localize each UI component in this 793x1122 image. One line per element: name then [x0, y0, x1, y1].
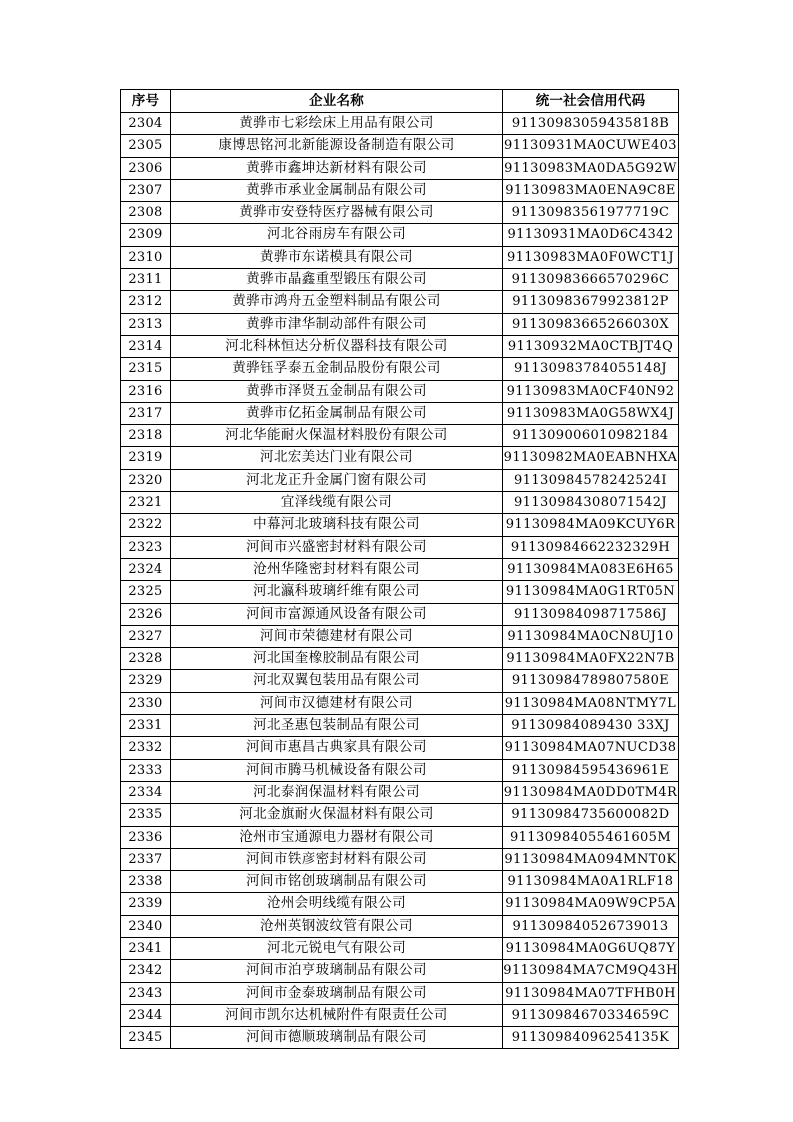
cell-credit-code: 91130931MA0CUWE403 — [503, 135, 679, 157]
cell-credit-code: 91130984578242524I — [503, 469, 679, 491]
cell-sequence: 2331 — [121, 715, 171, 737]
cell-credit-code: 91130983MA0CF40N92 — [503, 380, 679, 402]
cell-company-name: 河间市铭创玻璃制品有限公司 — [171, 871, 503, 893]
cell-credit-code: 91130984MA0G6UQ87Y — [503, 937, 679, 959]
cell-company-name: 沧州会明线缆有限公司 — [171, 893, 503, 915]
cell-company-name: 河北双翼包装用品有限公司 — [171, 670, 503, 692]
cell-company-name: 河北科林恒达分析仪器科技有限公司 — [171, 335, 503, 357]
cell-company-name: 黄骅市鑫坤达新材料有限公司 — [171, 157, 503, 179]
cell-sequence: 2326 — [121, 603, 171, 625]
cell-company-name: 河北宏美达门业有限公司 — [171, 447, 503, 469]
cell-sequence: 2306 — [121, 157, 171, 179]
cell-credit-code: 91130984MA094MNT0K — [503, 848, 679, 870]
cell-company-name: 河间市汉德建材有限公司 — [171, 692, 503, 714]
cell-credit-code: 91130984MA09W9CP5A — [503, 893, 679, 915]
cell-sequence: 2315 — [121, 358, 171, 380]
cell-credit-code: 91130984595436961E — [503, 759, 679, 781]
cell-company-name: 康博思铭河北新能源设备制造有限公司 — [171, 135, 503, 157]
table-row — [121, 492, 679, 514]
cell-sequence: 2310 — [121, 246, 171, 268]
table-row — [121, 937, 679, 959]
table-header-row — [121, 90, 679, 113]
table-row — [121, 135, 679, 157]
table-row — [121, 179, 679, 201]
table-row — [121, 113, 679, 135]
table-row — [121, 581, 679, 603]
table-row — [121, 625, 679, 647]
cell-credit-code: 91130984789807580E — [503, 670, 679, 692]
cell-credit-code: 91130983561977719C — [503, 202, 679, 224]
cell-credit-code: 91130984MA09KCUY6R — [503, 514, 679, 536]
cell-sequence: 2316 — [121, 380, 171, 402]
cell-sequence: 2318 — [121, 425, 171, 447]
table-body — [121, 113, 679, 1049]
cell-company-name: 河北国奎橡胶制品有限公司 — [171, 648, 503, 670]
cell-credit-code: 91130984308071542J — [503, 492, 679, 514]
cell-sequence: 2339 — [121, 893, 171, 915]
cell-credit-code: 91130984662232329H — [503, 536, 679, 558]
cell-credit-code: 91130984670334659C — [503, 1004, 679, 1026]
cell-company-name: 河北龙正升金属门窗有限公司 — [171, 469, 503, 491]
cell-sequence: 2321 — [121, 492, 171, 514]
column-header-company-name: 企业名称 — [171, 90, 503, 113]
cell-sequence: 2304 — [121, 113, 171, 135]
cell-sequence: 2320 — [121, 469, 171, 491]
table-row — [121, 603, 679, 625]
cell-company-name: 河北瀛科玻璃纤维有限公司 — [171, 581, 503, 603]
cell-credit-code: 91130984MA07TFHB0H — [503, 982, 679, 1004]
table-row — [121, 358, 679, 380]
table-row — [121, 447, 679, 469]
cell-credit-code: 91130983784055148J — [503, 358, 679, 380]
cell-company-name: 黄骅市鸿舟五金塑料制品有限公司 — [171, 291, 503, 313]
cell-sequence: 2325 — [121, 581, 171, 603]
table-row — [121, 157, 679, 179]
cell-credit-code: 91130984098717586J — [503, 603, 679, 625]
table-row — [121, 759, 679, 781]
table-row — [121, 670, 679, 692]
cell-credit-code: 911309006010982184 — [503, 425, 679, 447]
table-row — [121, 514, 679, 536]
cell-sequence: 2319 — [121, 447, 171, 469]
cell-credit-code: 91130982MA0EABNHXA — [503, 447, 679, 469]
column-header-sequence: 序号 — [121, 90, 171, 113]
cell-sequence: 2341 — [121, 937, 171, 959]
table-row — [121, 826, 679, 848]
cell-company-name: 河北圣惠包装制品有限公司 — [171, 715, 503, 737]
cell-sequence: 2308 — [121, 202, 171, 224]
cell-company-name: 河间市腾马机械设备有限公司 — [171, 759, 503, 781]
table-row — [121, 915, 679, 937]
cell-company-name: 沧州英钢波纹管有限公司 — [171, 915, 503, 937]
table-row — [121, 202, 679, 224]
table-row — [121, 558, 679, 580]
cell-sequence: 2345 — [121, 1027, 171, 1049]
cell-sequence: 2337 — [121, 848, 171, 870]
cell-credit-code: 91130984055461605M — [503, 826, 679, 848]
cell-credit-code: 91130983MA0G58WX4J — [503, 402, 679, 424]
cell-company-name: 黄骅市承业金属制品有限公司 — [171, 179, 503, 201]
cell-sequence: 2312 — [121, 291, 171, 313]
cell-sequence: 2324 — [121, 558, 171, 580]
company-registry-table-wrap — [120, 89, 678, 1049]
cell-sequence: 2335 — [121, 804, 171, 826]
cell-company-name: 黄骅市津华制动部件有限公司 — [171, 313, 503, 335]
table-row — [121, 313, 679, 335]
cell-company-name: 黄骅钰孚泰五金制品股份有限公司 — [171, 358, 503, 380]
cell-credit-code: 91130983665266030X — [503, 313, 679, 335]
table-row — [121, 804, 679, 826]
cell-credit-code: 91130984MA0G1RT05N — [503, 581, 679, 603]
table-row — [121, 982, 679, 1004]
cell-credit-code: 91130983MA0ENA9C8E — [503, 179, 679, 201]
table-row — [121, 402, 679, 424]
cell-sequence: 2311 — [121, 269, 171, 291]
table-row — [121, 715, 679, 737]
cell-sequence: 2338 — [121, 871, 171, 893]
cell-sequence: 2342 — [121, 960, 171, 982]
cell-sequence: 2314 — [121, 335, 171, 357]
cell-company-name: 河北元锐电气有限公司 — [171, 937, 503, 959]
table-row — [121, 648, 679, 670]
cell-sequence: 2317 — [121, 402, 171, 424]
cell-company-name: 河北泰润保温材料有限公司 — [171, 781, 503, 803]
table-row — [121, 1027, 679, 1049]
cell-company-name: 黄骅市晶鑫重型锻压有限公司 — [171, 269, 503, 291]
table-row — [121, 380, 679, 402]
table-row — [121, 224, 679, 246]
cell-sequence: 2307 — [121, 179, 171, 201]
table-row — [121, 246, 679, 268]
cell-company-name: 河北金旗耐火保温材料有限公司 — [171, 804, 503, 826]
cell-company-name: 宜泽线缆有限公司 — [171, 492, 503, 514]
cell-company-name: 河北谷雨房车有限公司 — [171, 224, 503, 246]
cell-sequence: 2305 — [121, 135, 171, 157]
cell-credit-code: 91130984MA0A1RLF18 — [503, 871, 679, 893]
cell-credit-code: 91130984MA0DD0TM4R — [503, 781, 679, 803]
cell-sequence: 2330 — [121, 692, 171, 714]
cell-company-name: 河间市荣德建材有限公司 — [171, 625, 503, 647]
cell-credit-code: 91130984MA08NTMY7L — [503, 692, 679, 714]
table-row — [121, 1004, 679, 1026]
cell-company-name: 河间市富源通风设备有限公司 — [171, 603, 503, 625]
cell-sequence: 2334 — [121, 781, 171, 803]
cell-sequence: 2333 — [121, 759, 171, 781]
cell-company-name: 黄骅市亿拓金属制品有限公司 — [171, 402, 503, 424]
cell-credit-code: 91130984MA0CN8UJ10 — [503, 625, 679, 647]
cell-credit-code: 91130984MA083E6H65 — [503, 558, 679, 580]
cell-sequence: 2344 — [121, 1004, 171, 1026]
cell-sequence: 2329 — [121, 670, 171, 692]
table-row — [121, 692, 679, 714]
cell-credit-code: 91130983679923812P — [503, 291, 679, 313]
table-row — [121, 469, 679, 491]
cell-sequence: 2309 — [121, 224, 171, 246]
cell-company-name: 沧州华隆密封材料有限公司 — [171, 558, 503, 580]
cell-credit-code: 91130984MA0FX22N7B — [503, 648, 679, 670]
cell-company-name: 黄骅市东诺模具有限公司 — [171, 246, 503, 268]
cell-company-name: 河间市德顺玻璃制品有限公司 — [171, 1027, 503, 1049]
cell-sequence: 2322 — [121, 514, 171, 536]
cell-credit-code: 91130983MA0DA5G92W — [503, 157, 679, 179]
cell-company-name: 黄骅市安登特医疗器械有限公司 — [171, 202, 503, 224]
cell-sequence: 2328 — [121, 648, 171, 670]
table-row — [121, 893, 679, 915]
cell-company-name: 沧州市宝通源电力器材有限公司 — [171, 826, 503, 848]
cell-company-name: 河间市兴盛密封材料有限公司 — [171, 536, 503, 558]
cell-sequence: 2340 — [121, 915, 171, 937]
cell-company-name: 河间市泊亨玻璃制品有限公司 — [171, 960, 503, 982]
table-row — [121, 291, 679, 313]
table-header — [121, 90, 679, 113]
cell-company-name: 黄骅市七彩绘床上用品有限公司 — [171, 113, 503, 135]
cell-credit-code: 91130984096254135K — [503, 1027, 679, 1049]
table-row — [121, 871, 679, 893]
table-row — [121, 269, 679, 291]
cell-credit-code: 91130983MA0F0WCT1J — [503, 246, 679, 268]
column-header-credit-code: 统一社会信用代码 — [503, 90, 679, 113]
cell-sequence: 2327 — [121, 625, 171, 647]
table-row — [121, 781, 679, 803]
cell-credit-code: 91130984MA7CM9Q43H — [503, 960, 679, 982]
table-row — [121, 425, 679, 447]
cell-sequence: 2313 — [121, 313, 171, 335]
cell-sequence: 2323 — [121, 536, 171, 558]
cell-credit-code: 91130984MA07NUCD38 — [503, 737, 679, 759]
cell-company-name: 河北华能耐火保温材料股份有限公司 — [171, 425, 503, 447]
table-row — [121, 536, 679, 558]
cell-company-name: 河间市凯尔达机械附件有限责任公司 — [171, 1004, 503, 1026]
cell-company-name: 黄骅市泽贤五金制品有限公司 — [171, 380, 503, 402]
cell-sequence: 2343 — [121, 982, 171, 1004]
cell-credit-code: 91130932MA0CTBJT4Q — [503, 335, 679, 357]
cell-credit-code: 911309840526739013 — [503, 915, 679, 937]
table-row — [121, 737, 679, 759]
cell-company-name: 河间市金泰玻璃制品有限公司 — [171, 982, 503, 1004]
cell-sequence: 2332 — [121, 737, 171, 759]
cell-credit-code: 91130931MA0D6C4342 — [503, 224, 679, 246]
table-row — [121, 848, 679, 870]
cell-company-name: 河间市惠昌古典家具有限公司 — [171, 737, 503, 759]
company-registry-table — [120, 89, 679, 1049]
cell-company-name: 中幕河北玻璃科技有限公司 — [171, 514, 503, 536]
cell-credit-code: 91130984735600082D — [503, 804, 679, 826]
table-row — [121, 335, 679, 357]
cell-credit-code: 91130983666570296C — [503, 269, 679, 291]
cell-credit-code: 91130983059435818B — [503, 113, 679, 135]
cell-company-name: 河间市铁彦密封材料有限公司 — [171, 848, 503, 870]
cell-sequence: 2336 — [121, 826, 171, 848]
table-row — [121, 960, 679, 982]
cell-credit-code: 91130984089430 33XJ — [503, 715, 679, 737]
